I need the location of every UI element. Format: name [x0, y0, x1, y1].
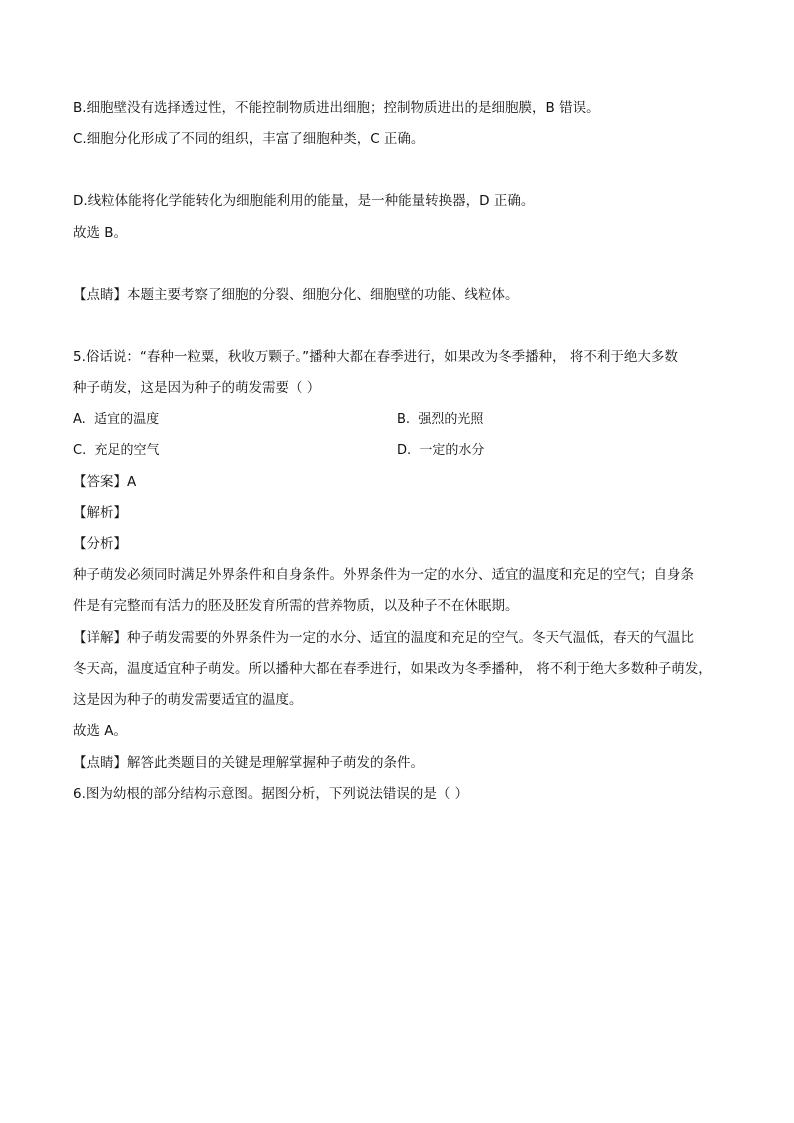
option-text: 充足的空气: [94, 443, 160, 458]
q5-detail-line-1: [73, 628, 694, 648]
q5-detail-line-2: 冬天高，温度适宜种子萌发。所以播种大都在春季进行，如果改为冬季播种， 将不利于绝大多数种子萌发，: [73, 661, 712, 677]
q5-option-d: [397, 441, 484, 461]
option-label: C.: [73, 443, 87, 458]
q5-answer: [73, 472, 136, 492]
q5-stem-line-1: 5.俗话说：“春种一粒粟，秋收万颗子。”播种大都在春季进行，如果改为冬季播种， 将不利于绝大多数: [73, 349, 678, 365]
q5-stem-line-2: 种子萌发，这是因为种子的萌发需要（ ）: [73, 380, 321, 396]
q5-option-b: [397, 410, 483, 430]
q5-select-answer: 故选 A。: [73, 723, 128, 739]
q5-option-c: [73, 441, 160, 461]
detail-tag: 【详解】: [73, 630, 127, 646]
comment-text: 本题主要考察了细胞的分裂、细胞分化、细胞壁的功能、线粒体。: [127, 287, 519, 303]
q6-stem: 6.图为幼根的部分结构示意图。据图分析，下列说法错误的是（ ）: [73, 786, 469, 802]
option-label: D.: [397, 443, 412, 458]
option-label: A.: [73, 412, 86, 427]
q5-detail-line-3: 这是因为种子的萌发需要适宜的温度。: [73, 692, 303, 708]
q4-option-b-explanation: B.细胞壁没有选择透过性，不能控制物质进出细胞；控制物质进出的是细胞膜，B 错误。: [73, 100, 600, 116]
detail-text: 种子萌发需要的外界条件为一定的水分、适宜的温度和充足的空气。冬天气温低，春天的气温比: [127, 630, 694, 646]
option-label: B.: [397, 412, 411, 427]
q5-fenxi-tag: 【分析】: [73, 536, 127, 552]
q4-option-c-explanation: C.细胞分化形成了不同的组织，丰富了细胞种类，C 正确。: [73, 131, 425, 147]
q4-select-answer: 故选 B。: [73, 225, 128, 241]
q4-comment: [73, 285, 519, 305]
option-text: 强烈的光照: [418, 412, 484, 427]
q4-option-d-explanation: D.线粒体能将化学能转化为细胞能利用的能量，是一种能量转换器，D 正确。: [73, 193, 535, 209]
comment-text: 解答此类题目的关键是理解掌握种子萌发的条件。: [127, 755, 424, 771]
answer-value: A: [127, 474, 137, 490]
comment-tag: 【点睛】: [73, 755, 127, 771]
option-text: 一定的水分: [419, 443, 485, 458]
option-text: 适宜的温度: [94, 412, 160, 427]
q5-analysis-tag: 【解析】: [73, 505, 127, 521]
q5-fenxi-line-1: 种子萌发必须同时满足外界条件和自身条件。外界条件为一定的水分、适宜的温度和充足的空气；自身条: [73, 567, 694, 583]
answer-tag: 【答案】: [73, 474, 127, 490]
q5-comment: [73, 753, 424, 773]
q5-fenxi-line-2: 件是有完整而有活力的胚及胚发育所需的营养物质，以及种子不在休眠期。: [73, 598, 519, 614]
q5-option-a: [73, 410, 159, 430]
comment-tag: 【点睛】: [73, 287, 127, 303]
